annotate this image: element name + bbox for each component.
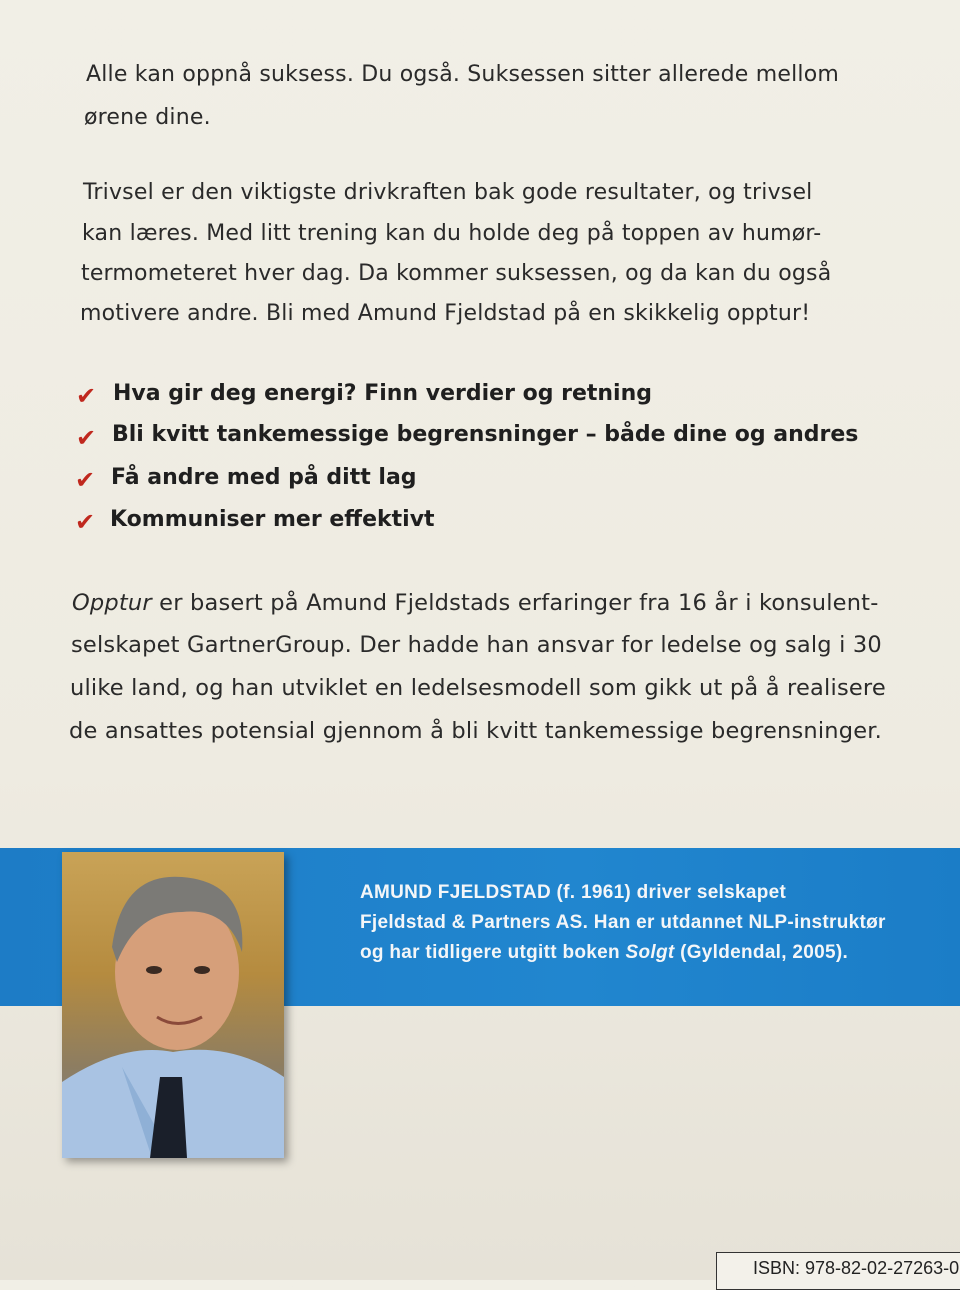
paragraph-line: Trivsel er den viktigste drivkraften bak gode resultater, og trivsel [83,180,813,205]
check-icon: ✔ [75,508,96,536]
author-photo [62,852,284,1158]
book-title: Opptur [72,590,152,616]
bullet-item: Kommuniser mer effektivt [110,507,435,532]
paragraph-line: termometeret hver dag. Da kommer suksessen, og da kan du også [81,261,832,286]
intro-line: ørene dine. [84,105,211,130]
author-bio-line [360,942,848,964]
author-bio-line: AMUND FJELDSTAD (f. 1961) driver selskapet [360,882,787,903]
bullet-item: Få andre med på ditt lag [111,465,417,490]
paragraph-line: kan læres. Med litt trening kan du holde deg på toppen av humør- [82,221,822,246]
isbn-number: ISBN: 978-82-02-27263-0 [753,1258,960,1278]
bullet-item: Bli kvitt tankemessige begrensninger – både dine og andres [112,422,859,447]
bullet-item: Hva gir deg energi? Finn verdier og retning [113,381,652,406]
author-portrait-icon [62,852,284,1158]
check-icon: ✔ [75,466,96,494]
check-icon: ✔ [76,424,97,452]
paragraph-line: selskapet GartnerGroup. Der hadde han ansvar for ledelse og salg i 30 [71,632,882,658]
paragraph-text: er basert på Amund Fjeldstads erfaringer fra 16 år i konsulent- [151,590,879,616]
check-icon: ✔ [76,382,97,410]
intro-line: Alle kan oppnå suksess. Du også. Suksessen sitter allerede mellom [86,62,840,87]
author-bio-line: Fjeldstad & Partners AS. Han er utdannet NLP-instruktør [360,912,886,933]
isbn-box [716,1252,960,1290]
paragraph-line: motivere andre. Bli med Amund Fjeldstad på en skikkelig opptur! [80,301,811,326]
paragraph-line: ulike land, og han utviklet en ledelsesmodell som gikk ut på å realisere [70,675,886,701]
paragraph-line: de ansattes potensial gjennom å bli kvitt tankemessige begrensninger. [69,718,883,744]
paragraph-line [72,590,879,616]
book-title: Solgt [625,942,675,963]
bio-text: og har tidligere utgitt boken [360,942,626,963]
bio-text: (Gyldendal, 2005). [674,942,849,963]
